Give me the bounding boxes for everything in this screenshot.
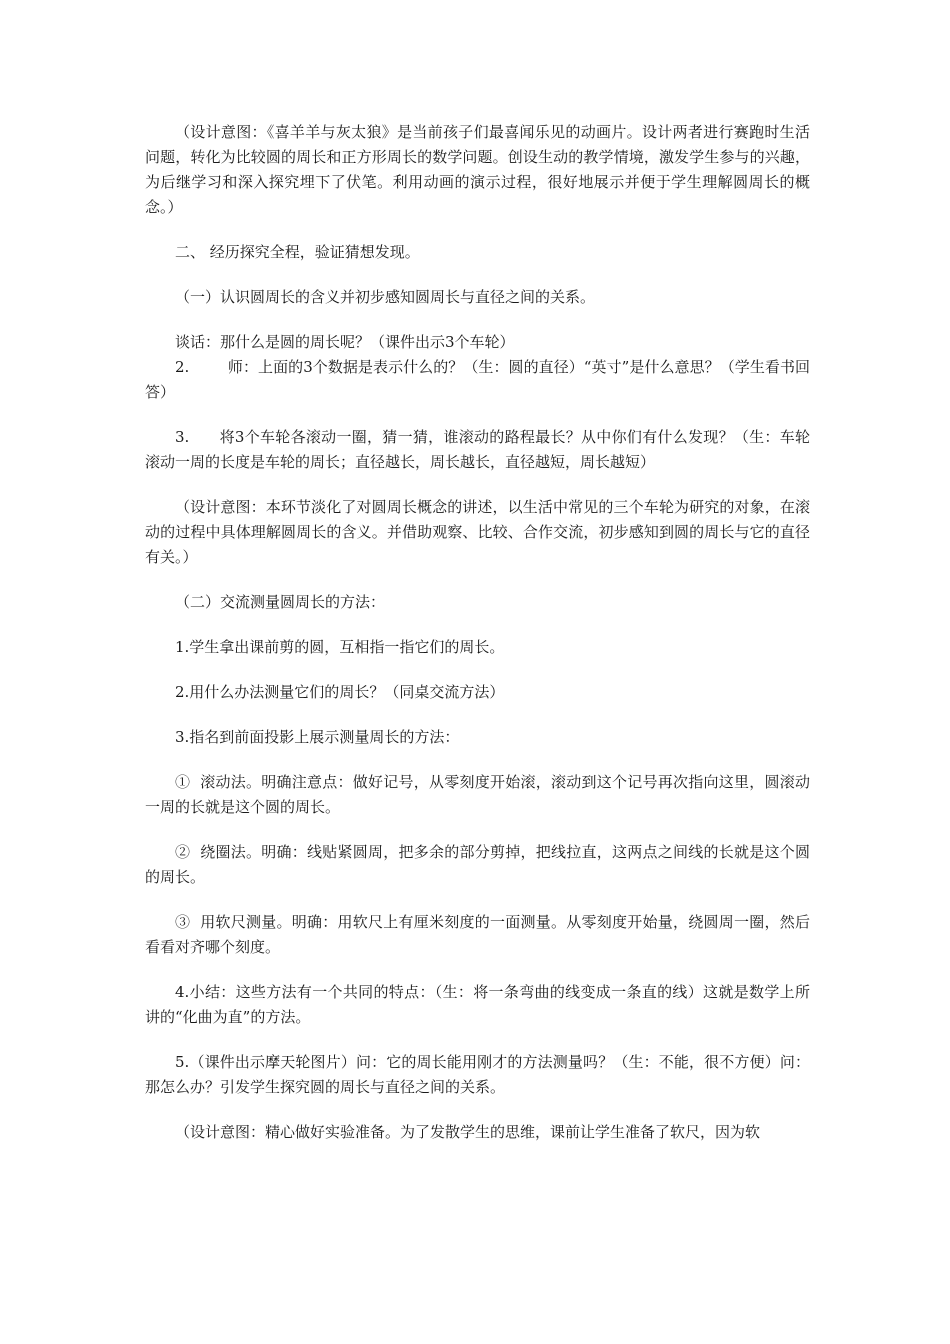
item-3-paragraph: 3.指名到前面投影上展示测量周长的方法： — [175, 728, 460, 746]
document-page — [145, 120, 810, 1165]
summary-paragraph: 4.小结：这些方法有一个共同的特点：（生：将一条弯曲的线变成一条直的线）这就是数学上所讲的“化曲为直”的方法。 — [145, 983, 810, 1026]
subsection-heading-2: （二）交流测量圆周长的方法： — [175, 593, 386, 611]
step-2-paragraph: 2. 师：上面的3个数据是表示什么的？（生：圆的直径）“英寸”是什么意思？（学生看书回答） — [145, 358, 810, 401]
step-3-paragraph: 3. 将3个车轮各滚动一圈，猜一猜，谁滚动的路程最长？从中你们有什么发现？（生：车轮滚动一周的长度是车轮的周长；直径越长，周长越长，直径越短，周长越短） — [145, 428, 810, 471]
item-5-paragraph: 5.（课件出示摩天轮图片）问：它的周长能用刚才的方法测量吗？（生：不能，很不方便）问：那怎么办？引发学生探究圆的周长与直径之间的关系。 — [145, 1053, 810, 1096]
item-1-paragraph: 1.学生拿出课前剪的圆，互相指一指它们的周长。 — [175, 638, 505, 656]
method-tape-paragraph: ③ 用软尺测量。明确：用软尺上有厘米刻度的一面测量。从零刻度开始量，绕圆周一圈，然后看看对齐哪个刻度。 — [145, 913, 810, 956]
item-2-paragraph: 2.用什么办法测量它们的周长？（同桌交流方法） — [175, 683, 505, 701]
method-wrapping-paragraph: ② 绕圈法。明确：线贴紧圆周，把多余的部分剪掉，把线拉直，这两点之间线的长就是这个圆的周长。 — [145, 843, 810, 886]
dialogue-paragraph: 谈话：那什么是圆的周长呢？（课件出示3个车轮） — [175, 333, 515, 351]
design-intent-paragraph-1: （设计意图：《喜羊羊与灰太狼》是当前孩子们最喜闻乐见的动画片。设计两者进行赛跑时生活问题，转化为比较圆的周长和正方形周长的数学问题。创设生动的教学情境，激发学生参与的兴趣，为后继学习和深入探究埋下了伏笔。利用动画的演示过程，很好地展示并便于学生理解圆周长的概念。） — [145, 123, 810, 216]
subsection-heading-1: （一）认识圆周长的含义并初步感知圆周长与直径之间的关系。 — [175, 288, 596, 306]
design-intent-paragraph-2: （设计意图：本环节淡化了对圆周长概念的讲述，以生活中常见的三个车轮为研究的对象，在滚动的过程中具体理解圆周长的含义。并借助观察、比较、合作交流，初步感知到圆的周长与它的直径有关。） — [145, 498, 810, 566]
section-heading-2: 二、 经历探究全程，验证猜想发现。 — [175, 243, 420, 261]
method-rolling-paragraph: ① 滚动法。明确注意点：做好记号，从零刻度开始滚，滚动到这个记号再次指向这里，圆滚动一周的长就是这个圆的周长。 — [145, 773, 810, 816]
design-intent-paragraph-3: （设计意图：精心做好实验准备。为了发散学生的思维，课前让学生准备了软尺，因为软 — [175, 1123, 761, 1141]
